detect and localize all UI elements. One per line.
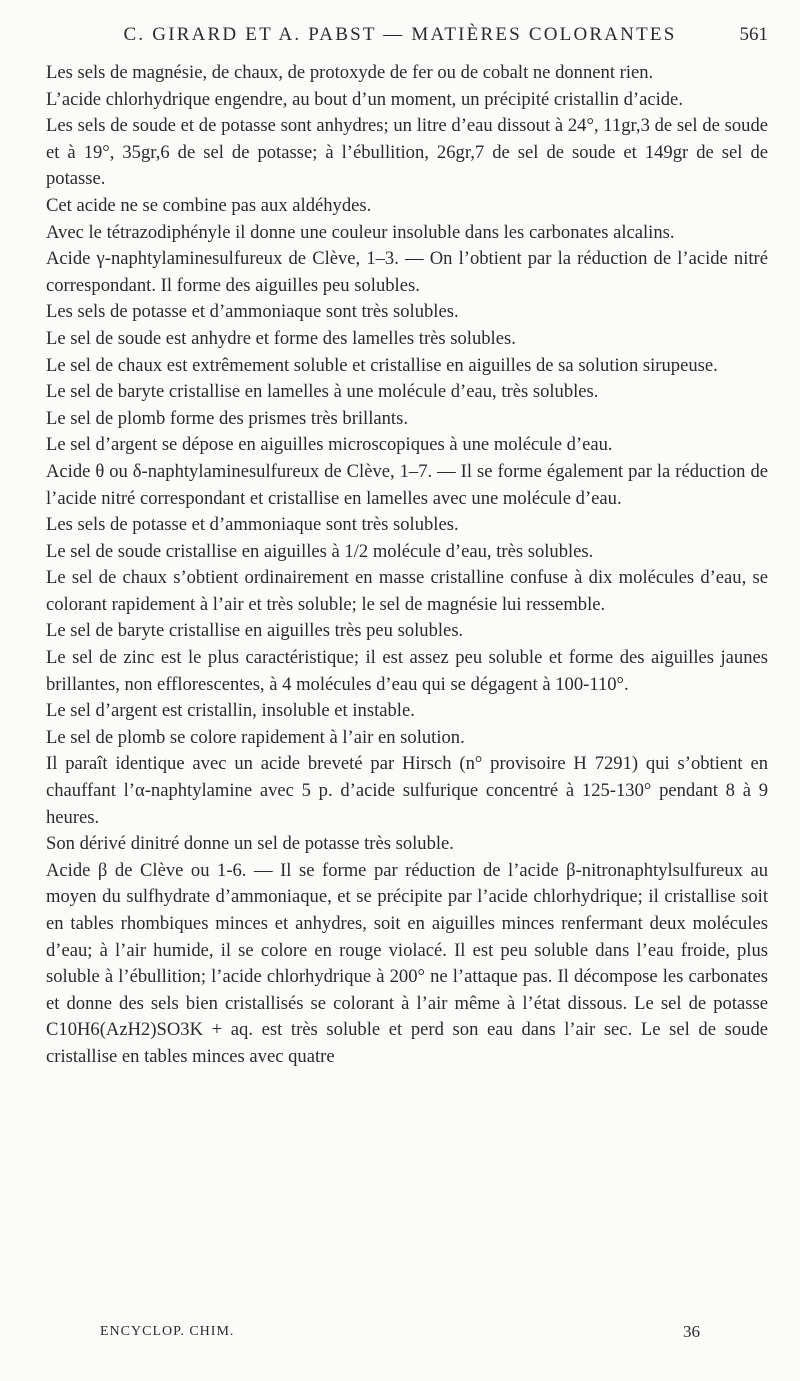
- paragraph: Le sel de baryte cristallise en aiguilles très peu solubles.: [46, 620, 464, 642]
- paragraph: Le sel de soude cristallise en aiguilles à 1/2 molécule d’eau, très solubles.: [46, 540, 594, 562]
- paragraph: Le sel d’argent se dépose en aiguilles microscopiques à une molécule d’eau.: [46, 434, 613, 456]
- paragraph: Le sel de soude est anhydre et forme des lamelles très solubles.: [46, 327, 516, 349]
- paragraph: Cet acide ne se combine pas aux aldéhydes.: [46, 194, 372, 216]
- paragraph: Le sel de zinc est le plus caractéristique; il est assez peu soluble et forme des aiguilles jaunes brillantes, non efflorescentes, à 4 molécules d’eau qui se dégagent à 100-110°.: [46, 647, 768, 695]
- page-number: 561: [739, 24, 768, 45]
- paragraph: Son dérivé dinitré donne un sel de potasse très soluble.: [46, 833, 454, 855]
- paragraph-acide-gamma: Acide γ-naphtylaminesulfureux de Clève, 1–3. — On l’obtient par la réduction de l’acide nitré correspondant. Il forme des aiguilles peu solubles.: [46, 248, 768, 296]
- paragraph: Le sel d’argent est cristallin, insoluble et instable.: [46, 700, 415, 722]
- paragraph-acide-theta: Acide θ ou δ-naphtylaminesulfureux de Clève, 1–7. — Il se forme également par la réduction de l’acide nitré correspondant et cristallise en lamelles avec une molécule d’eau.: [46, 460, 768, 509]
- paragraph: Les sels de potasse et d’ammoniaque sont très solubles.: [46, 514, 459, 536]
- paragraph: Les sels de soude et de potasse sont anhydres; un litre d’eau dissout à 24°, 11gr,3 de sel de soude et à 19°, 35gr,6 de sel de potasse; à l’ébullition, 26gr,7 de sel de soude et 149gr de sel de potasse.: [46, 115, 768, 190]
- paragraph: Le sel de chaux s’obtient ordinairement en masse cristalline confuse à dix molécules d’eau, se colorant rapidement à l’air et très soluble; le sel de magnésie lui ressemble.: [46, 567, 768, 615]
- paragraph: L’acide chlorhydrique engendre, au bout d’un moment, un précipité cristallin d’acide.: [46, 88, 683, 110]
- paragraph: Les sels de magnésie, de chaux, de protoxyde de fer ou de cobalt ne donnent rien.: [46, 62, 654, 83]
- header-title: C. GIRARD ET A. PABST — MATIÈRES COLORANTES: [123, 24, 677, 45]
- paragraph-acide-beta: Acide β de Clève ou 1-6. — Il se forme par réduction de l’acide β-nitronaphtylsulfureux au moyen du sulfhydrate d’ammoniaque, et se précipite par l’acide chlorhydrique; il cristallise soit en tables rhombiques minces et anhydres, soit en aiguilles minces renfermant deux molécules d’eau; à l’air humide, il se colore en rouge violacé. Il est peu soluble dans l’eau froide, plus soluble à l’ébullition; l’acide chlorhydrique à 200° ne l’attaque pas. Il décompose les carbonates et donne des sels bien cristallisés se colorant à l’air même à l’état dissous. Le sel de potasse C10H6(AzH2)SO3K + aq. est très soluble et perd son eau dans l’air sec. Le sel de soude cristallise en tables minces avec quatre: [46, 859, 768, 1067]
- paragraph: Les sels de potasse et d’ammoniaque sont très solubles.: [46, 301, 459, 323]
- paragraph: Il paraît identique avec un acide breveté par Hirsch (n° provisoire H 7291) qui s’obtient en chauffant l’α-naphtylamine avec 5 p. d’acide sulfurique concentré à 125-130° pendant 8 à 9 heures.: [46, 753, 768, 828]
- paragraph: Le sel de baryte cristallise en lamelles à une molécule d’eau, très solubles.: [46, 381, 599, 403]
- paragraph: Le sel de plomb forme des prismes très brillants.: [46, 407, 408, 429]
- paragraph: Le sel de plomb se colore rapidement à l’air en solution.: [46, 726, 465, 748]
- paragraph: Avec le tétrazodiphényle il donne une couleur insoluble dans les carbonates alcalins.: [46, 221, 675, 243]
- footer-signature: ENCYCLOP. CHIM.: [100, 1324, 235, 1339]
- body-text: [46, 60, 768, 1071]
- footer-sheet-number: 36: [683, 1322, 700, 1341]
- paragraph: Le sel de chaux est extrêmement soluble et cristallise en aiguilles de sa solution sirupeuse.: [46, 354, 718, 376]
- running-header: [0, 18, 800, 52]
- page-footer: [0, 1320, 800, 1350]
